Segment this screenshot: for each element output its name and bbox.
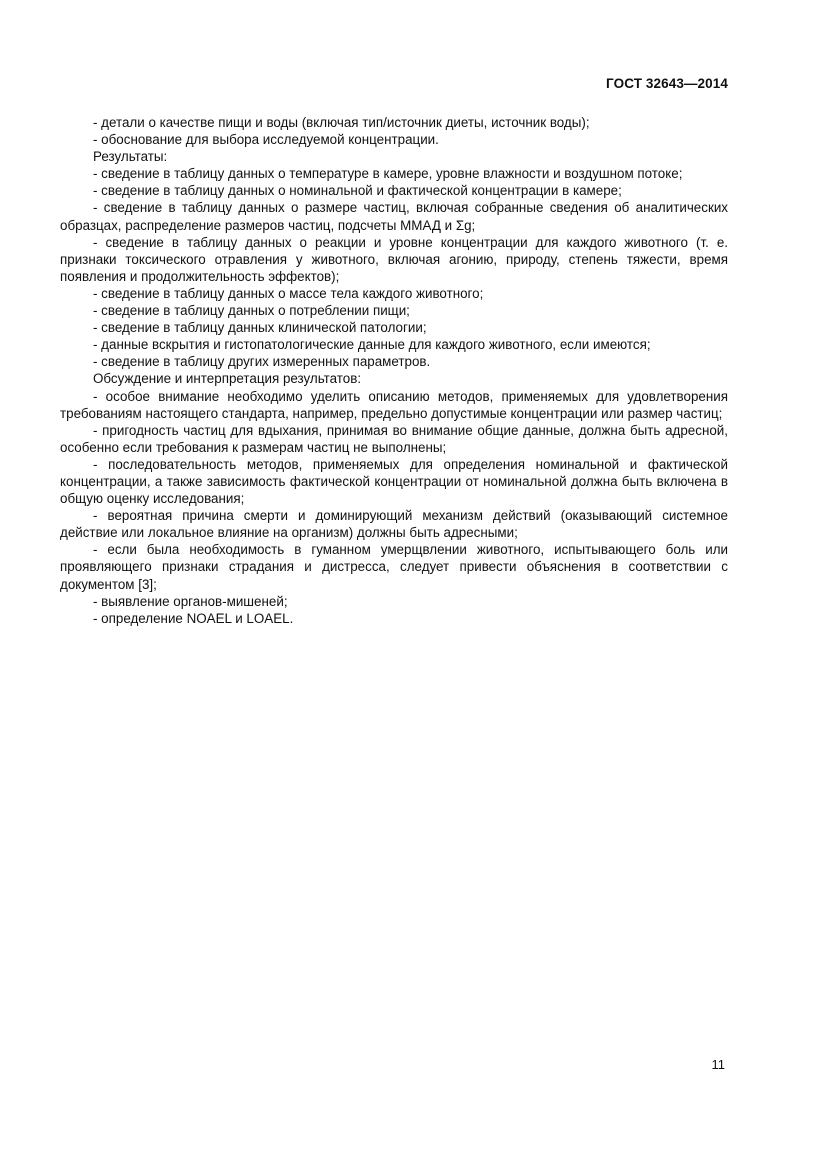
list-item: - вероятная причина смерти и доминирующий механизм действий (оказывающий системное действие или локальное влияние на организм) должны быть адресными;	[60, 508, 728, 541]
list-item: - обоснование для выбора исследуемой концентрации.	[93, 132, 439, 148]
list-item: - определение NOAEL и LOAEL.	[93, 610, 294, 626]
document-body	[60, 114, 728, 627]
list-item: - сведение в таблицу данных о номинальной и фактической концентрации в камере;	[93, 183, 622, 199]
list-item: - сведение в таблицу данных клинической патологии;	[93, 320, 427, 336]
list-item: - выявление органов-мишеней;	[93, 593, 288, 609]
list-item: - если была необходимость в гуманном умерщвлении животного, испытывающего боль или проявляющего признаки страдания и дистресса, следует привести объяснения в соответствии с документом [3];	[60, 542, 728, 592]
page-number: 11	[711, 1057, 725, 1072]
section-label-results: Результаты:	[93, 149, 168, 165]
list-item: - особое внимание необходимо уделить описанию методов, применяемых для удовлетворения требованиям настоящего стандарта, например, предельно допустимые концентрации или размер частиц;	[60, 388, 728, 421]
list-item: - сведение в таблицу других измеренных параметров.	[93, 354, 431, 370]
list-item: - сведение в таблицу данных о массе тела каждого животного;	[93, 285, 484, 301]
list-item: - детали о качестве пищи и воды (включая тип/источник диеты, источник воды);	[93, 115, 590, 130]
list-item: - данные вскрытия и гистопатологические данные для каждого животного, если имеются;	[93, 337, 651, 353]
list-item: - сведение в таблицу данных о размере частиц, включая собранные сведения об аналитических образцах, распределение размеров частиц, подсчеты ММАД и Σg;	[60, 200, 728, 233]
list-item: - сведение в таблицу данных о реакции и уровне концентрации для каждого животного (т. е. признаки токсического отравления у животного, включая агонию, природу, степень тяжести, время появления и продолжительность эффектов);	[60, 234, 728, 284]
section-label-discussion: Обсуждение и интерпретация результатов:	[93, 371, 362, 387]
list-item: - сведение в таблицу данных о потреблении пищи;	[93, 303, 410, 319]
list-item: - пригодность частиц для вдыхания, принимая во внимание общие данные, должна быть адресной, особенно если требования к размерам частиц не выполнены;	[60, 422, 728, 455]
list-item: - сведение в таблицу данных о температуре в камере, уровне влажности и воздушном потоке;	[93, 166, 683, 182]
list-item: - последовательность методов, применяемых для определения номинальной и фактической концентрации, а также зависимость фактической концентрации от номинальной должна быть включена в общую оценку исследования;	[60, 456, 728, 507]
document-header: ГОСТ 32643—2014	[606, 76, 728, 91]
